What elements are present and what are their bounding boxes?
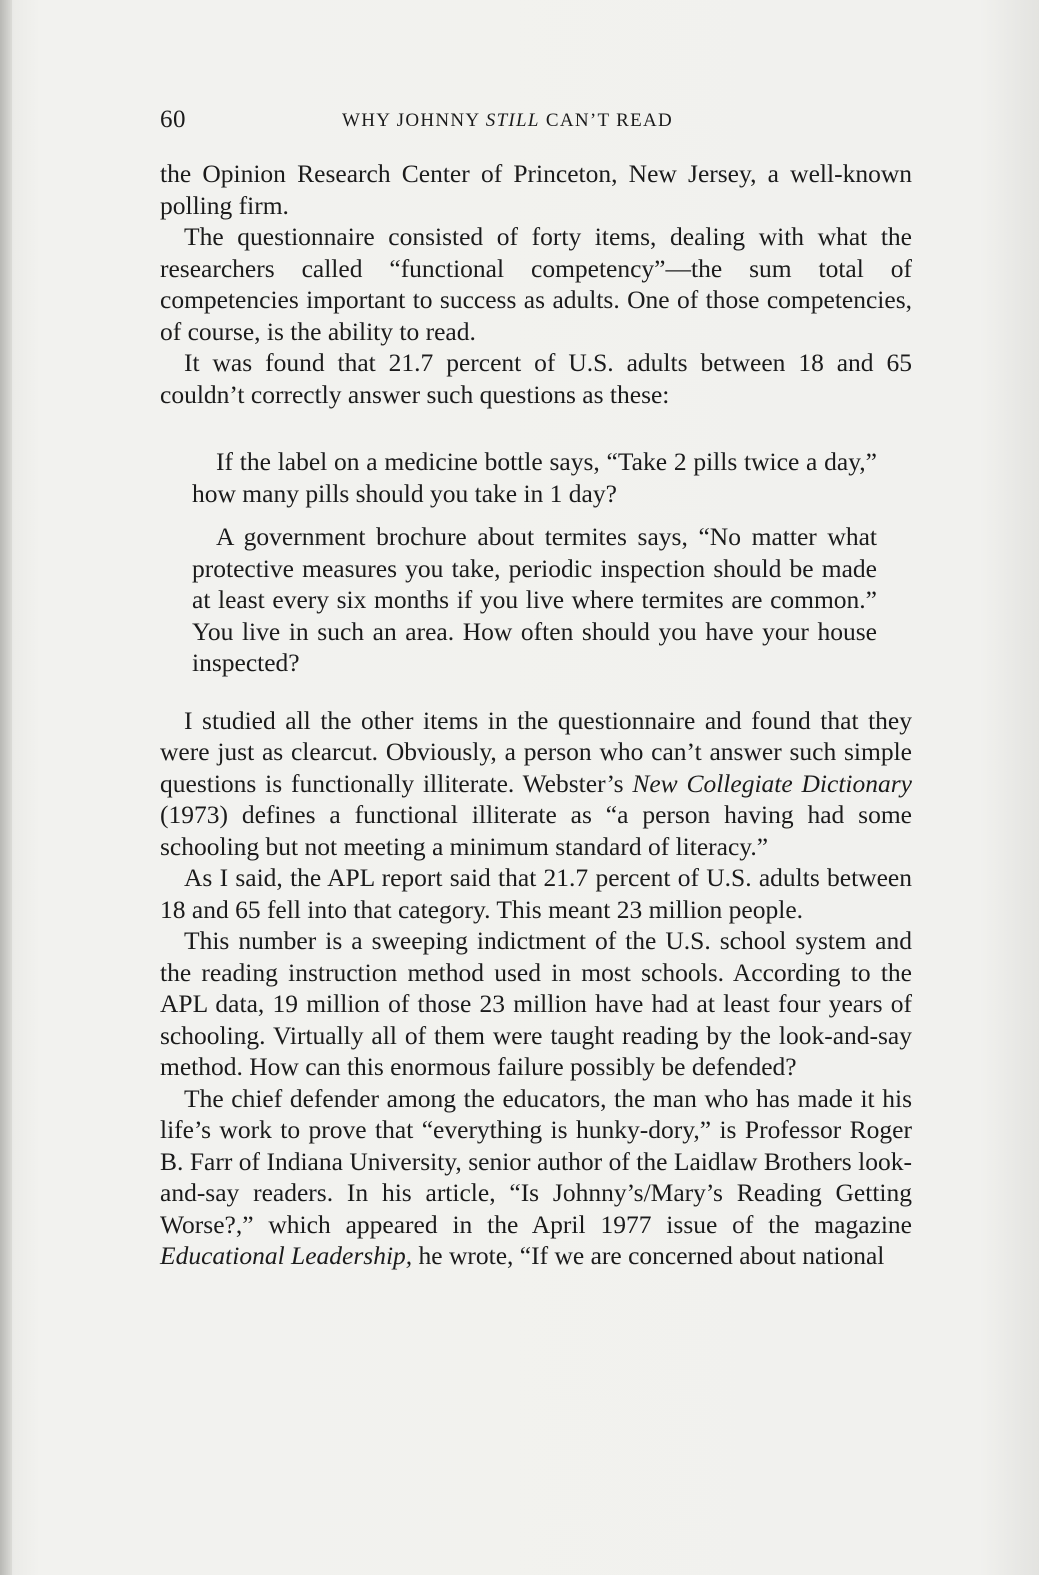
paragraph-2: The questionnaire consisted of forty items, dealing with what the researchers called “functional competency”—the sum total of competencies important to success as adults. One of those competencies, of course, is the ability to read.	[160, 222, 912, 346]
quote-question-2: A government brochure about termites says, “No matter what protective measures you take, periodic inspection should be made at least every six months if you live where termites are common.” You live in such an area. How often should you have your house inspected?	[192, 522, 877, 677]
dictionary-title: New Collegiate Dictionary	[632, 768, 912, 798]
page-spine-shadow	[0, 0, 12, 1575]
block-quote	[192, 446, 877, 679]
quote-question-1: If the label on a medicine bottle says, “Take 2 pills twice a day,” how many pills should you take in 1 day?	[192, 447, 877, 508]
paragraph-1: the Opinion Research Center of Princeton, New Jersey, a well-known polling firm.	[160, 159, 912, 220]
paragraph-7	[160, 1083, 912, 1272]
magazine-title: Educational Leadership,	[160, 1241, 413, 1270]
paragraph-7-b: he wrote, “If we are concerned about national	[412, 1241, 885, 1270]
running-title-post: CAN’T READ	[539, 110, 674, 131]
body-text	[160, 158, 912, 1272]
paragraph-7-a: The chief defender among the educators, the man who has made it his life’s work to prove that “everything is hunky-dory,” is Professor Roger B. Farr of Indiana University, senior author of the Laidlaw Brothers look-and-say readers. In his article, “Is Johnny’s/Mary’s Reading Getting Worse?,” which appeared in the April 1977 issue of the magazine	[160, 1083, 912, 1239]
page-number: 60	[160, 106, 186, 133]
paragraph-3: It was found that 21.7 percent of U.S. adults between 18 and 65 couldn’t correctly answer such questions as these:	[160, 348, 912, 409]
paragraph-6: This number is a sweeping indictment of the U.S. school system and the reading instruction method used in most schools. According to the APL data, 19 million of those 23 million have had at least four years of schooling. Virtually all of them were taught reading by the look-and-say method. How can this enormous failure possibly be defended?	[160, 926, 912, 1081]
running-title	[342, 110, 673, 132]
paragraph-4-a: I studied all the other items in the questionnaire and found that they were just as clearcut. Obviously, a person who can’t answer such simple questions is functionally illiterate. Webster’s	[160, 705, 912, 798]
running-title-pre: WHY JOHNNY	[342, 110, 486, 131]
paragraph-4	[160, 705, 912, 863]
paragraph-4-b: (1973) defines a functional illiterate as “a person having had some schooling but not meeting a minimum standard of literacy.”	[160, 800, 912, 861]
paragraph-5: As I said, the APL report said that 21.7 percent of U.S. adults between 18 and 65 fell into that category. This meant 23 million people.	[160, 863, 912, 924]
running-title-italic: STILL	[485, 110, 540, 131]
page-header	[160, 106, 912, 142]
